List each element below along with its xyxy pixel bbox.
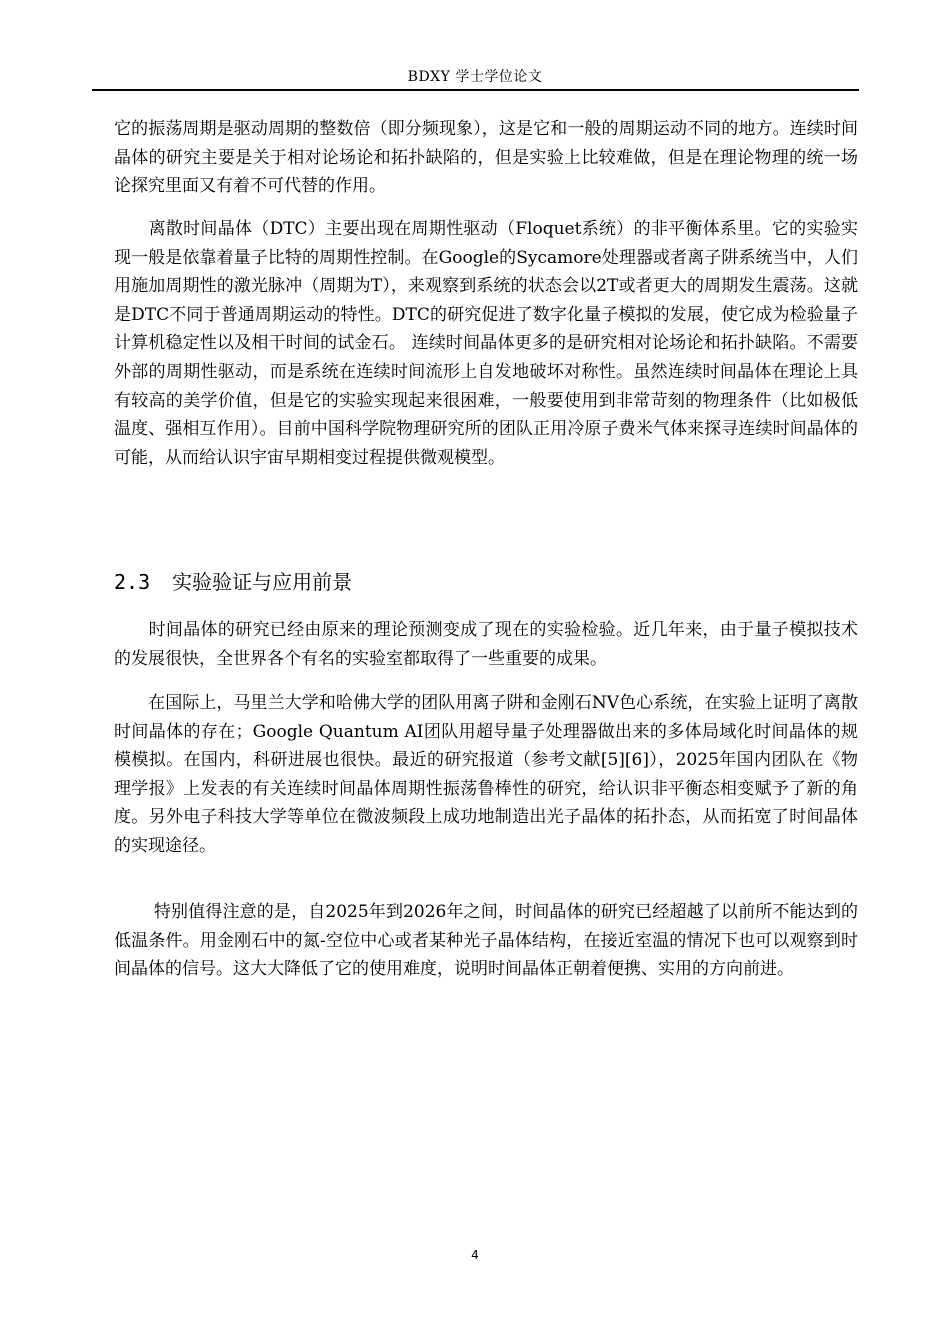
page-number: 4 — [471, 1248, 479, 1262]
paragraph-room-temperature: 特别值得注意的是，自2025年到2026年之间，时间晶体的研究已经超越了以前所不能达到的低温条件。用金刚石中的氮-空位中心或者某种光子晶体结构，在接近室温的情况下也可以观察到时间晶体的信号。这大大降低了它的使用难度，说明时间晶体正朝着便携、实用的方向前进。 — [114, 902, 858, 980]
section-heading — [114, 567, 352, 597]
paragraph-intro: 时间晶体的研究已经由原来的理论预测变成了现在的实验检验。近几年来，由于量子模拟技术的发展很快，全世界各个有名的实验室都取得了一些重要的成果。 — [114, 620, 858, 669]
section-title: 实验验证与应用前景 — [172, 570, 353, 594]
header-rule — [92, 89, 859, 91]
paragraph-continuation: 它的振荡周期是驱动周期的整数倍（即分频现象），这是它和一般的周期运动不同的地方。连续时间晶体的研究主要是关于相对论场论和拓扑缺陷的，但是实验上比较难做，但是在理论物理的统一场论探究里面又有着不可代替的作用。 — [114, 119, 858, 197]
running-header: BDXY 学士学位论文 — [407, 69, 543, 85]
section-number: 2.3 — [114, 570, 151, 594]
paragraph-international: 在国际上，马里兰大学和哈佛大学的团队用离子阱和金刚石NV色心系统，在实验上证明了离散时间晶体的存在；Google Quantum AI团队用超导量子处理器做出来的多体局域化时间晶体的规模模拟。在国内，科研进展也很快。最近的研究报道（参考文献[5][6]），2025年国内团队在《物理学报》上发表的有关连续时间晶体周期性振荡鲁棒性的研究，给认识非平衡态相变赋予了新的角度。另外电子科技大学等单位在微波频段上成功地制造出光子晶体的拓扑态，从而拓宽了时间晶体的实现途径。 — [114, 693, 858, 856]
paragraph-dtc: 离散时间晶体（DTC）主要出现在周期性驱动（Floquet系统）的非平衡体系里。它的实验实现一般是依靠着量子比特的周期性控制。在Google的Sycamore处理器或者离子阱系统当中，人们用施加周期性的激光脉冲（周期为T），来观察到系统的状态会以2T或者更大的周期发生震荡。这就是DTC不同于普通周期运动的特性。DTC的研究促进了数字化量子模拟的发展，使它成为检验量子计算机稳定性以及相干时间的试金石。 连续时间晶体更多的是研究相对论场论和拓扑缺陷。不需要外部的周期性驱动，而是系统在连续时间流形上自发地破坏对称性。虽然连续时间晶体在理论上具有较高的美学价值，但是它的实验实现起来很困难，一般要使用到非常苛刻的物理条件（比如极低温度、强相互作用）。目前中国科学院物理研究所的团队正用冷原子费米气体来探寻连续时间晶体的可能，从而给认识宇宙早期相变过程提供微观模型。 — [114, 219, 858, 468]
